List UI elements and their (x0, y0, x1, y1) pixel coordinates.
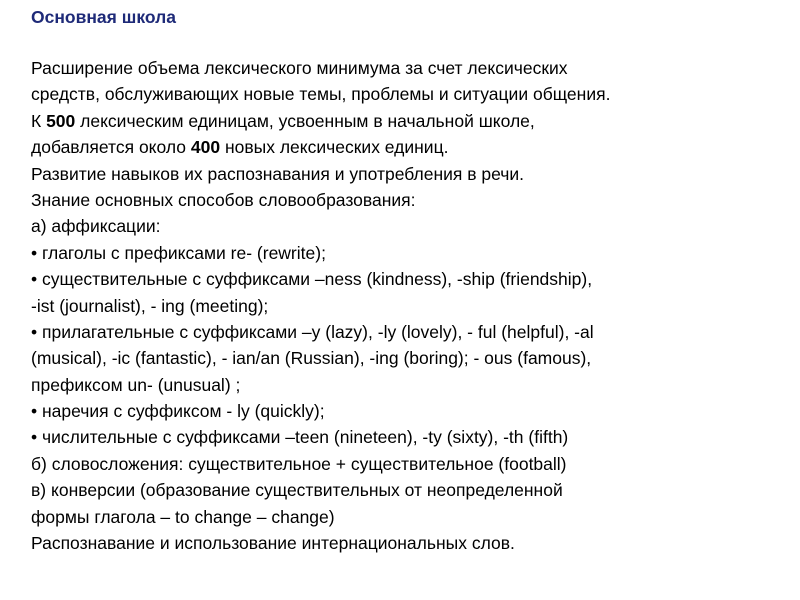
text-line (31, 477, 791, 503)
text-line (31, 398, 791, 424)
text-segment: б) словосложения: существительное + существительное (football) (31, 453, 567, 474)
text-segment: формы глагола – to change – change) (31, 506, 335, 527)
text-line (31, 293, 791, 319)
text-segment: в) конверсии (образование существительных от неопределенной (31, 480, 563, 501)
text-segment: • глаголы с префиксами re- (rewrite); (31, 242, 326, 263)
text-segment: Знание основных способов словообразования: (31, 189, 416, 210)
text-line (31, 504, 791, 530)
text-line (31, 424, 791, 450)
text-line (31, 81, 791, 107)
text-line (31, 266, 791, 292)
text-segment: Расширение объема лексического минимума за счет лексических (31, 58, 568, 78)
text-line (31, 108, 791, 134)
text-segment: (musical), -ic (fantastic), - ian/an (Russian), -ing (boring); - ous (famous), (31, 348, 592, 369)
text-segment: префиксом un- (unusual) ; (31, 374, 241, 395)
text-segment: новых лексических единиц. (220, 137, 449, 158)
bold-number: 500 (46, 110, 76, 131)
text-line (31, 451, 791, 477)
text-segment: • числительные с суффиксами –teen (nineteen), -ty (sixty), -th (fifth) (31, 427, 569, 448)
bold-number: 400 (190, 137, 221, 158)
text-segment: Распознавание и использование интернациональных слов. (31, 533, 515, 554)
text-line (31, 240, 791, 266)
text-segment: • прилагательные с суффиксами –y (lazy), -ly (lovely), - ful (helpful), -al (31, 321, 594, 342)
text-segment: а) аффиксации: (31, 216, 161, 237)
text-segment: лексическим единицам, усвоенным в начальной школе, (75, 110, 535, 131)
text-segment: К (31, 110, 47, 131)
slide-title: Основная школа (31, 7, 176, 27)
text-segment: • существительные с суффиксами –ness (kindness), -ship (friendship), (31, 269, 593, 290)
text-line (31, 372, 791, 398)
text-line (31, 319, 791, 345)
text-segment: • наречия с суффиксом - ly (quickly); (31, 401, 325, 422)
text-line (31, 530, 791, 556)
text-line (31, 213, 791, 239)
text-line (31, 134, 791, 160)
text-segment: средств, обслуживающих новые темы, проблемы и ситуации общения. (31, 84, 611, 105)
text-segment: Развитие навыков их распознавания и употребления в речи. (31, 163, 525, 184)
text-segment: добавляется около (31, 137, 191, 158)
text-line (31, 187, 791, 213)
text-line (31, 345, 791, 371)
text-line (31, 161, 791, 187)
text-line (31, 55, 791, 81)
slide-body-text (31, 55, 791, 556)
text-segment: -ist (journalist), - ing (meeting); (31, 295, 269, 316)
